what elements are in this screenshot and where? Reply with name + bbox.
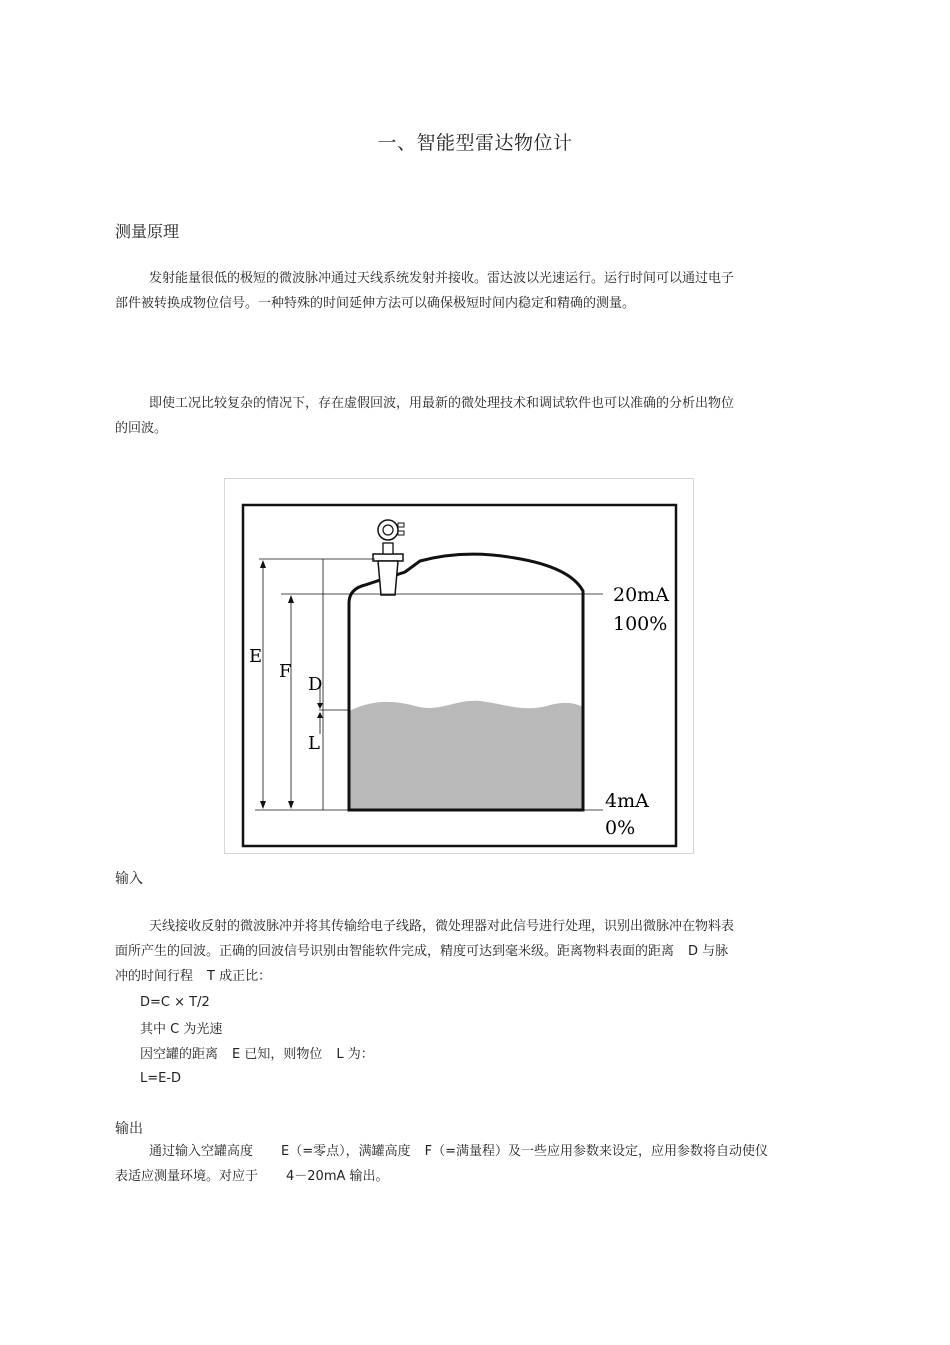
label-f: F xyxy=(279,661,292,682)
label-4ma: 4mA xyxy=(605,790,649,812)
paragraph-input xyxy=(115,914,740,989)
paragraph-text: 天线接收反射的微波脉冲并将其传输给电子线路，微处理器对此信号进行处理，识别出微脉冲在物料表面所产生的回波。正确的回波信号识别由智能软件完成，精度可达到毫米级。距离物料表面的距离 xyxy=(115,919,735,959)
formula-distance: D=C × T/2 xyxy=(140,995,210,1010)
var-d: D xyxy=(688,944,699,959)
paragraph-output xyxy=(115,1139,780,1189)
section-heading-output: 输出 xyxy=(115,1121,143,1137)
section-heading-input: 输入 xyxy=(115,871,143,887)
label-d: D xyxy=(308,674,323,695)
line-speed-of-light xyxy=(140,1018,222,1037)
label-e: E xyxy=(249,646,263,667)
text: 通过输入空罐高度 xyxy=(149,1144,254,1159)
paragraph-principle-2 xyxy=(115,391,740,441)
text: 因空罐的距离 xyxy=(140,1047,219,1062)
text: 其中 xyxy=(140,1022,167,1037)
label-100-percent: 100% xyxy=(613,613,668,635)
formula-level: L=E-D xyxy=(140,1071,182,1086)
var-t: T xyxy=(207,969,215,984)
var-e: E xyxy=(232,1047,241,1062)
section-heading-principle: 测量原理 xyxy=(115,222,180,241)
text: 输出。 xyxy=(349,1169,389,1184)
text: E（=零点），满罐高度 xyxy=(281,1144,411,1159)
var-l: L xyxy=(336,1047,344,1062)
label-20ma: 20mA xyxy=(613,584,669,606)
radar-sensor-icon xyxy=(373,520,404,595)
paragraph-principle-1 xyxy=(115,266,740,316)
label-l: L xyxy=(308,733,320,754)
page-title: 一、智能型雷达物位计 xyxy=(377,132,573,154)
var-c: C xyxy=(170,1022,180,1037)
line-level-definition xyxy=(140,1043,374,1062)
text: 为： xyxy=(347,1047,374,1062)
text: 为光速 xyxy=(183,1022,223,1037)
text-range: 4－20mA xyxy=(286,1169,346,1184)
radar-level-tank-diagram xyxy=(225,479,693,853)
paragraph-text: 发射能量很低的极短的微波脉冲通过天线系统发射并接收。雷达波以光速运行。运行时间可以通过电子部件被转换成物位信号。一种特殊的时间延伸方法可以确保极短时间内稳定和精确的测量。 xyxy=(115,271,735,311)
paragraph-text-mid: 与脉冲的时间行程 xyxy=(115,944,729,984)
label-0-percent: 0% xyxy=(605,817,636,839)
paragraph-text-end: 成正比： xyxy=(219,969,272,984)
text: F（=满量程）及一些应用参数来设定，应用参数将自动使仪表适应测量环境。对应于 xyxy=(115,1144,768,1184)
material-fill xyxy=(349,701,583,810)
paragraph-text: 即使工况比较复杂的情况下，存在虚假回波，用最新的微处理技术和调试软件也可以准确的分析出物位的回波。 xyxy=(115,396,735,436)
text: 已知，则物位 xyxy=(244,1047,323,1062)
tank-diagram-figure xyxy=(224,478,694,854)
